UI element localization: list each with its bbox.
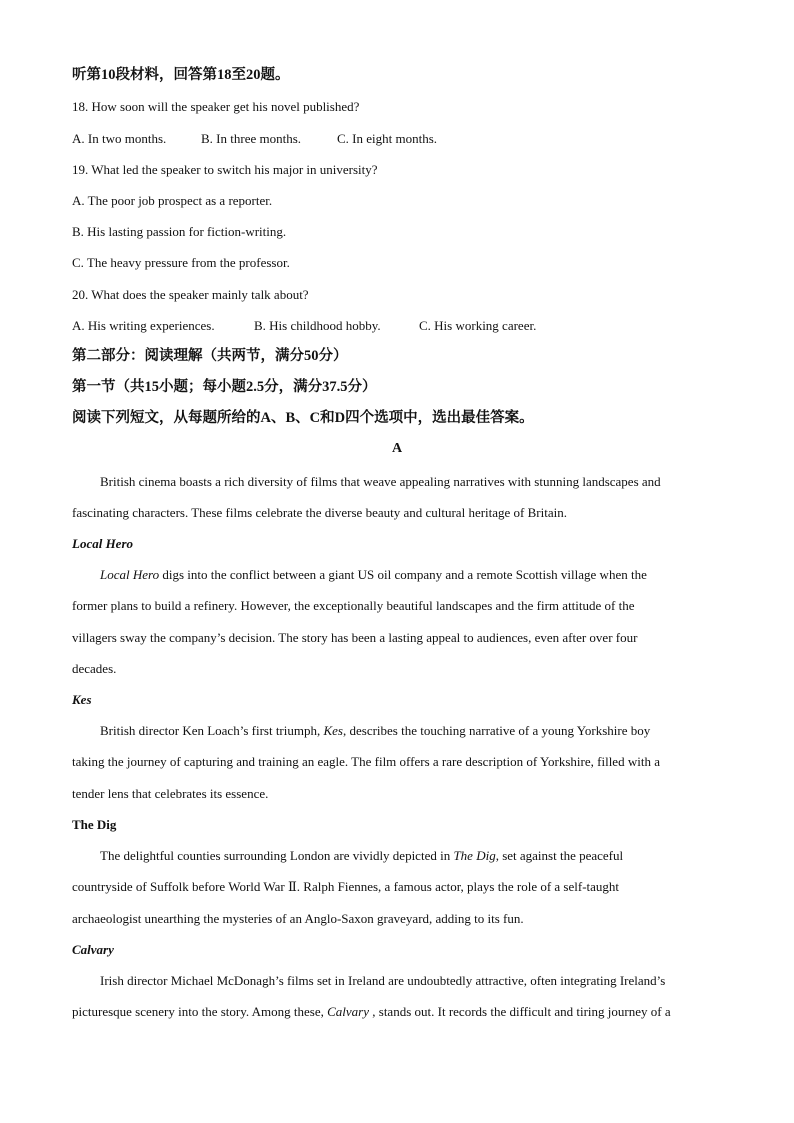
passage-intro <box>72 473 722 536</box>
paragraph-line: villagers sway the company’s decision. The story has been a lasting appeal to audiences, even after over four <box>72 629 638 645</box>
paragraph-line: countryside of Suffolk before World War Ⅱ. Ralph Fiennes, a famous actor, plays the role of a self-taught <box>72 879 620 895</box>
paragraph-line: archaeologist unearthing the mysteries of an Anglo-Saxon graveyard, adding to its fun. <box>72 910 524 926</box>
paragraph-line: Irish director Michael McDonagh’s films set in Ireland are undoubtedly attractive, often integrating Ireland’s <box>100 973 666 988</box>
film-title-calvary: Calvary <box>72 942 114 957</box>
reading-section-title: 第一节（共15小题；每小题2.5分，满分37.5分） <box>72 379 377 395</box>
q18-stem: 18. How soon will the speaker get his novel published? <box>72 99 360 114</box>
film-paragraph-the-dig <box>72 847 722 941</box>
q19-option-c: C. The heavy pressure from the professor. <box>72 255 290 270</box>
paragraph-line: The delightful counties surrounding London are vividly depicted in The Dig, set against the peaceful <box>100 848 624 863</box>
q19-option-b: B. His lasting passion for fiction-writing. <box>72 224 287 239</box>
film-title-the-dig: The Dig <box>72 817 117 832</box>
q19-stem: 19. What led the speaker to switch his major in university? <box>72 162 378 177</box>
film-title-local-hero: Local Hero <box>72 536 134 551</box>
intro-line: British cinema boasts a rich diversity of films that weave appealing narratives with stunning landscapes and <box>100 474 661 489</box>
film-title-kes: Kes <box>72 692 92 707</box>
q18-option-c: C. In eight months. <box>337 131 438 146</box>
film-title-inline: Kes <box>323 723 343 738</box>
q20-options <box>72 317 536 335</box>
film-title-inline: Local Hero <box>100 567 160 582</box>
paragraph-line: tender lens that celebrates its essence. <box>72 785 269 801</box>
film-paragraph-kes <box>72 722 722 816</box>
paragraph-line: picturesque scenery into the story. Among these, Calvary , stands out. It records the difficult and tiring journey of a <box>72 1004 671 1020</box>
paragraph-line: British director Ken Loach’s first triumph, Kes, describes the touching narrative of a young Yorkshire boy <box>100 723 651 738</box>
q20-option-b: B. His childhood hobby. <box>254 318 381 333</box>
q18-options <box>72 130 437 148</box>
paragraph-line: taking the journey of capturing and training an eagle. The film offers a rare description of Yorkshire, filled with a <box>72 754 660 770</box>
q20-option-a: A. His writing experiences. <box>72 318 215 333</box>
film-paragraph-local-hero <box>72 566 722 691</box>
paragraph-line: decades. <box>72 660 117 676</box>
film-paragraph-calvary <box>72 972 722 1035</box>
film-title-inline: The Dig <box>453 848 496 863</box>
reading-instruction: 阅读下列短文，从每题所给的A、B、C和D四个选项中，选出最佳答案。 <box>72 410 534 426</box>
intro-line: fascinating characters. These films celebrate the diverse beauty and cultural heritage of Britain. <box>72 505 567 521</box>
passage-label: A <box>391 441 403 456</box>
listening-section-intro: 听第10段材料，回答第18至20题。 <box>72 67 290 83</box>
q18-option-a: A. In two months. <box>72 131 167 146</box>
q20-option-c: C. His working career. <box>419 318 537 333</box>
paragraph-line: Local Hero digs into the conflict between a giant US oil company and a remote Scottish village when the <box>100 567 647 582</box>
q20-stem: 20. What does the speaker mainly talk about? <box>72 287 309 302</box>
paragraph-line: former plans to build a refinery. However, the exceptionally beautiful landscapes and the firm attitude of the <box>72 598 635 614</box>
reading-part-title: 第二部分：阅读理解（共两节，满分50分） <box>72 348 348 364</box>
q18-option-b: B. In three months. <box>201 131 302 146</box>
film-title-inline: Calvary <box>327 1004 370 1020</box>
q19-option-a: A. The poor job prospect as a reporter. <box>72 193 273 208</box>
